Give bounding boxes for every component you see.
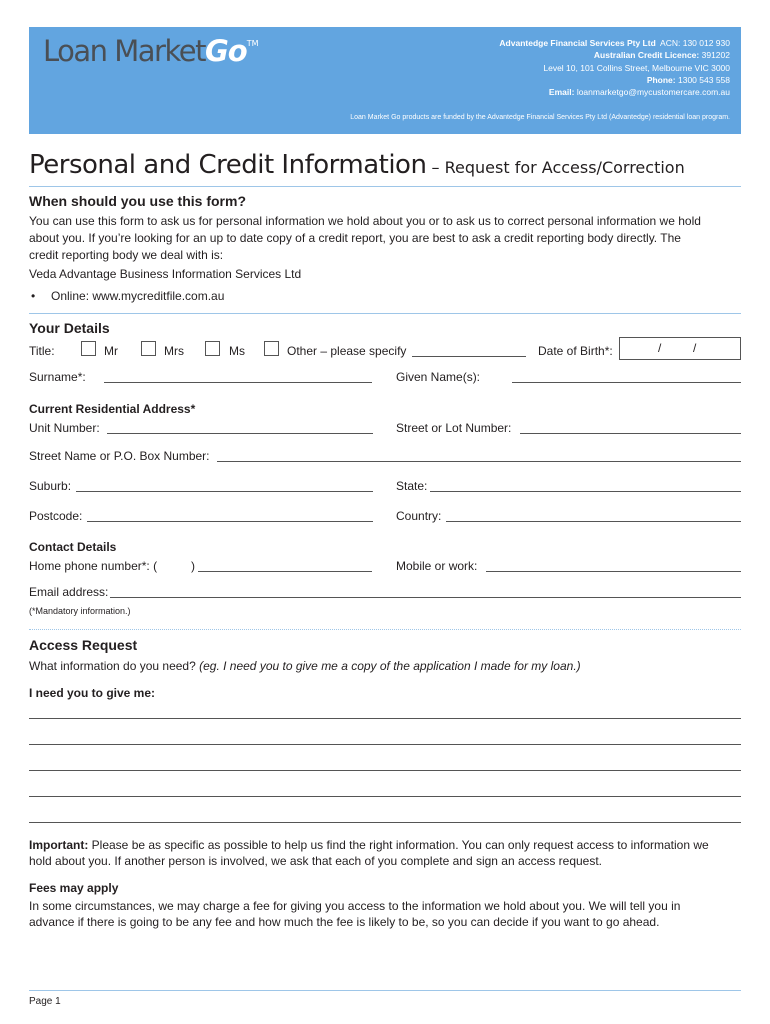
logo-go: Go [204, 34, 247, 68]
access-question-text: What information do you need? [29, 659, 200, 673]
postcode-label: Postcode: [29, 509, 83, 523]
important-text-1: Please be as specific as possible to help us find the right information. You can only request access to information we [88, 838, 709, 852]
mobile-field[interactable] [486, 571, 741, 572]
street-lot-field[interactable] [520, 433, 741, 434]
bullet: • [31, 289, 36, 303]
phone-label: Phone: [646, 74, 676, 85]
dob-sep-2: / [693, 341, 697, 355]
details-divider [29, 313, 741, 314]
fees-line-1: In some circumstances, we may charge a fee for giving you access to the information we hold about you. We will tell you in [29, 899, 681, 913]
request-line-4[interactable] [29, 796, 741, 797]
licence-label: Australian Credit Licence: [593, 50, 700, 61]
dob-label: Date of Birth*: [538, 344, 613, 358]
when-line-1: You can use this form to ask us for personal information we hold about you or to ask us to correct personal information we hold [29, 214, 701, 228]
suburb-field[interactable] [76, 491, 373, 492]
email-value: loanmarketgo@mycustomercare.com.au [576, 87, 730, 98]
street-lot-label: Street or Lot Number: [396, 421, 512, 435]
dob-sep-1: / [658, 341, 662, 355]
details-heading: Your Details [29, 320, 110, 336]
when-line-2: about you. If you’re looking for an up to date copy of a credit report, you are best to ask a credit reporting body directly. The [29, 231, 681, 245]
important-line-2: hold about you. If another person is involved, we ask that each of you complete and sign an access request. [29, 854, 603, 868]
home-phone-field[interactable] [198, 571, 372, 572]
request-line-2[interactable] [29, 744, 741, 745]
need-label: I need you to give me: [29, 686, 156, 700]
ms-checkbox[interactable] [205, 341, 220, 356]
mr-label: Mr [104, 344, 118, 358]
given-name-field[interactable] [512, 382, 741, 383]
suburb-label: Suburb: [29, 479, 72, 493]
email-label: Email: [548, 87, 575, 98]
street-name-field[interactable] [217, 461, 741, 462]
title-main: Personal and Credit Information [29, 150, 427, 180]
title-divider [29, 186, 741, 187]
licence-value: 391202 [701, 50, 730, 61]
company-name: Advantedge Financial Services Pty Ltd [499, 38, 656, 48]
mrs-checkbox[interactable] [141, 341, 156, 356]
contact-heading: Contact Details [29, 540, 117, 554]
fees-line-2: advance if there is going to be any fee and how much the fee is likely to be, so you can decide if you want to go ahead. [29, 915, 660, 929]
other-checkbox[interactable] [264, 341, 279, 356]
mandatory-note: (*Mandatory information.) [29, 606, 131, 616]
street-name-label: Street Name or P.O. Box Number: [29, 449, 210, 463]
credit-body-name: Veda Advantage Business Information Services Ltd [29, 267, 302, 281]
request-line-1[interactable] [29, 718, 741, 719]
surname-label: Surname*: [29, 370, 86, 384]
surname-field[interactable] [104, 382, 372, 383]
unit-field[interactable] [107, 433, 373, 434]
when-heading: When should you use this form? [29, 193, 246, 209]
mr-checkbox[interactable] [81, 341, 96, 356]
request-line-3[interactable] [29, 770, 741, 771]
other-label: Other – please specify [287, 344, 407, 358]
address-heading: Current Residential Address* [29, 402, 196, 416]
logo-tm: TM [246, 39, 259, 48]
country-label: Country: [396, 509, 442, 523]
company-address: Level 10, 101 Collins Street, Melbourne VIC 3000 [543, 62, 730, 73]
title-sub: – Request for Access/Correction [426, 158, 685, 177]
access-divider [29, 629, 741, 630]
access-example: (eg. I need you to give me a copy of the application I made for my loan.) [199, 659, 581, 673]
online-link[interactable]: Online: www.mycreditfile.com.au [51, 289, 225, 303]
page-number: Page 1 [29, 996, 61, 1007]
company-details [499, 37, 730, 98]
request-line-5[interactable] [29, 822, 741, 823]
loan-market-go-logo [43, 34, 258, 68]
home-phone-label: Home phone number*: ( [29, 559, 158, 573]
important-label: Important: [29, 838, 89, 852]
mrs-label: Mrs [164, 344, 184, 358]
funding-disclaimer: Loan Market Go products are funded by the Advantedge Financial Services Pty Ltd (Advantedge) residential loan program. [350, 114, 730, 121]
footer-divider [29, 990, 741, 991]
company-acn: ACN: 130 012 930 [660, 38, 730, 48]
other-specify-field[interactable] [412, 356, 526, 357]
title-label: Title: [29, 344, 55, 358]
access-question [29, 657, 581, 675]
state-label: State: [396, 479, 428, 493]
given-name-label: Given Name(s): [396, 370, 481, 384]
page-title [29, 150, 685, 180]
when-line-3: credit reporting body we deal with is: [29, 248, 224, 262]
email-label: Email address: [29, 585, 109, 599]
unit-label: Unit Number: [29, 421, 100, 435]
phone-value: 1300 543 558 [678, 74, 730, 85]
mobile-label: Mobile or work: [396, 559, 478, 573]
fees-heading: Fees may apply [29, 881, 119, 895]
ms-label: Ms [229, 344, 245, 358]
home-phone-close: ) [191, 559, 195, 573]
logo-text: Loan Market [43, 34, 205, 68]
postcode-field[interactable] [87, 521, 373, 522]
access-heading: Access Request [29, 637, 138, 653]
email-field[interactable] [110, 597, 741, 598]
state-field[interactable] [430, 491, 741, 492]
country-field[interactable] [446, 521, 741, 522]
dob-field[interactable] [619, 337, 741, 360]
